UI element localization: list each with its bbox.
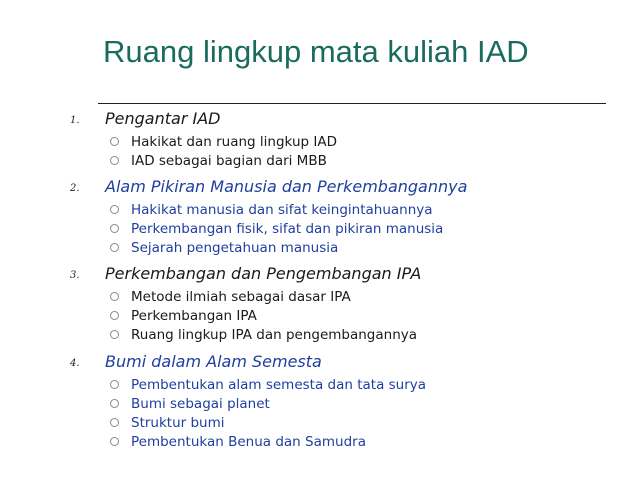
subtopic-label: Sejarah pengetahuan manusia	[131, 240, 339, 256]
subtopic-label: Struktur bumi	[131, 415, 225, 431]
topic-heading: Perkembangan dan Pengembangan IPA	[105, 264, 422, 283]
subtopic-label: Ruang lingkup IPA dan pengembangannya	[131, 327, 418, 343]
subtopic-label: Pembentukan alam semesta dan tata surya	[131, 377, 427, 393]
topic-heading: Pengantar IAD	[105, 109, 221, 128]
subtopic-item	[110, 200, 443, 219]
title-divider	[98, 103, 606, 104]
subtopic-item	[110, 394, 426, 413]
slide-title: Ruang lingkup mata kuliah IAD	[103, 34, 529, 69]
circle-bullet-icon	[110, 205, 119, 214]
circle-bullet-icon	[110, 380, 119, 389]
subtopic-item	[110, 325, 417, 344]
circle-bullet-icon	[110, 399, 119, 408]
topic-heading: Alam Pikiran Manusia dan Perkembangannya	[105, 177, 468, 196]
topic-number: 4.	[70, 358, 80, 369]
topic-number: 3.	[70, 270, 80, 281]
circle-bullet-icon	[110, 418, 119, 427]
subtopic-item	[110, 306, 417, 325]
subtopic-item	[110, 132, 337, 151]
circle-bullet-icon	[110, 156, 119, 165]
subtopic-list	[110, 287, 417, 344]
circle-bullet-icon	[110, 330, 119, 339]
circle-bullet-icon	[110, 437, 119, 446]
subtopic-label: Hakikat dan ruang lingkup IAD	[131, 134, 337, 150]
subtopic-list	[110, 375, 426, 451]
subtopic-list	[110, 132, 337, 170]
circle-bullet-icon	[110, 292, 119, 301]
subtopic-label: Hakikat manusia dan sifat keingintahuannya	[131, 202, 433, 218]
subtopic-label: Metode ilmiah sebagai dasar IPA	[131, 289, 351, 305]
subtopic-item	[110, 432, 426, 451]
subtopic-label: Pembentukan Benua dan Samudra	[131, 434, 366, 450]
circle-bullet-icon	[110, 243, 119, 252]
subtopic-item	[110, 413, 426, 432]
subtopic-item	[110, 219, 443, 238]
topic-number: 1.	[70, 115, 80, 126]
subtopic-item	[110, 151, 337, 170]
subtopic-label: Perkembangan fisik, sifat dan pikiran manusia	[131, 221, 444, 237]
subtopic-list	[110, 200, 443, 257]
subtopic-item	[110, 375, 426, 394]
subtopic-label: Perkembangan IPA	[131, 308, 257, 324]
topic-number: 2.	[70, 183, 80, 194]
subtopic-label: IAD sebagai bagian dari MBB	[131, 153, 327, 169]
topic-heading: Bumi dalam Alam Semesta	[105, 352, 322, 371]
subtopic-item	[110, 238, 443, 257]
subtopic-item	[110, 287, 417, 306]
circle-bullet-icon	[110, 311, 119, 320]
subtopic-label: Bumi sebagai planet	[131, 396, 270, 412]
circle-bullet-icon	[110, 137, 119, 146]
circle-bullet-icon	[110, 224, 119, 233]
